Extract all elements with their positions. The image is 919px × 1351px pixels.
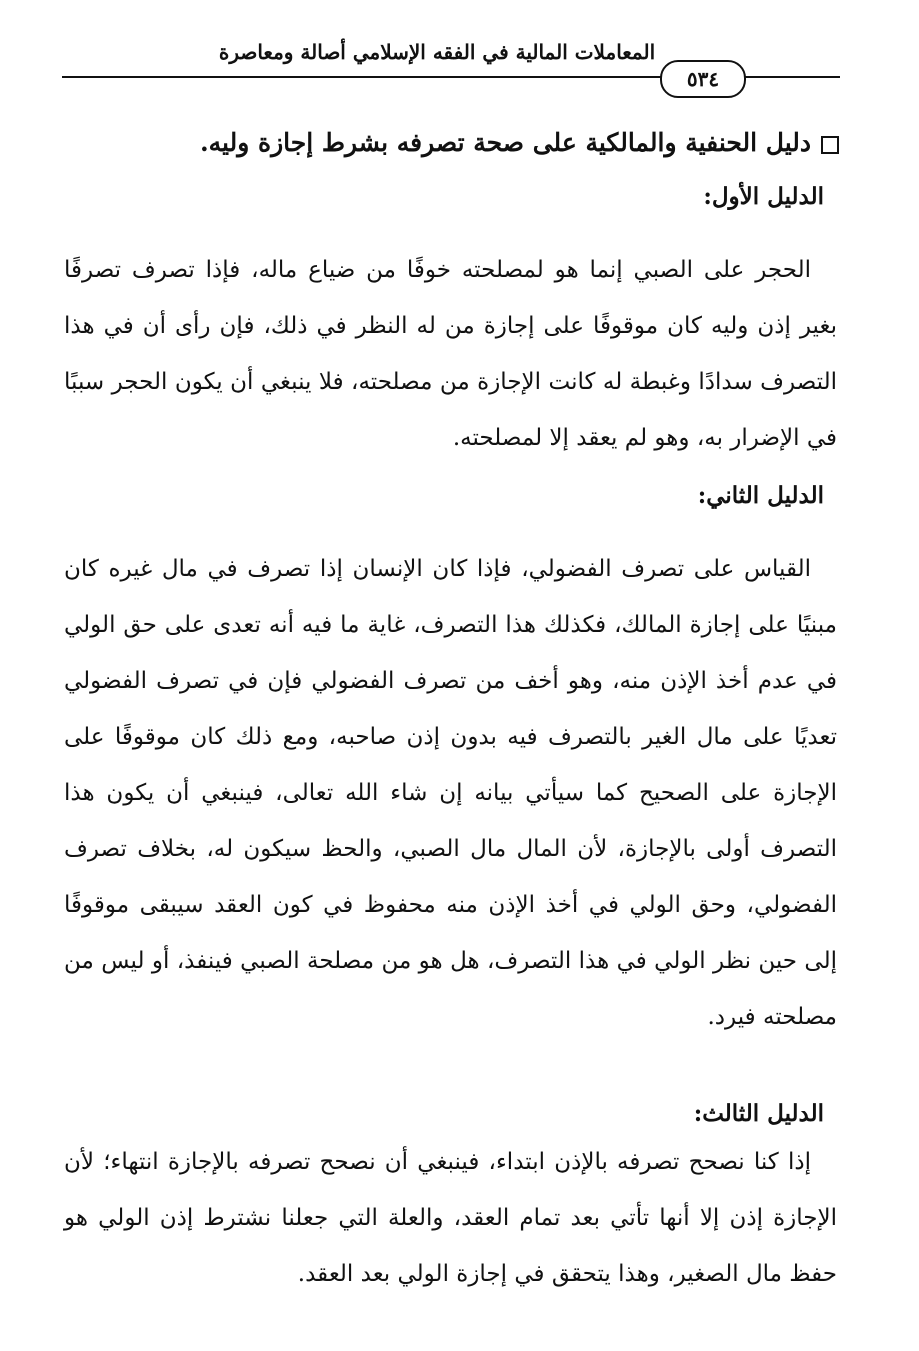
evidence-3-title: الدليل الثالث: (693, 1100, 824, 1127)
evidence-1-body: الحجر على الصبي إنما هو لمصلحته خوفًا من ضياع ماله، فإذا تصرف تصرفًا بغير إذن وليه كان موقوفًا على إجازة من له النظر في ذلك، فإن رأى أن في هذا التصرف سدادًا وغبطة له كانت الإجازة من مصلحته، فلا ينبغي أن يكون الحجر سببًا في الإضرار به، وهو لم يعقد إلا لمصلحته. (64, 257, 837, 451)
evidence-2-title: الدليل الثاني: (697, 482, 824, 509)
section-heading (139, 128, 839, 157)
evidence-3-body: إذا كنا نصحح تصرفه بالإذن ابتداء، فينبغي أن نصحح تصرفه بالإجازة انتهاء؛ لأن الإجازة إذن إلا أنها تأتي بعد تمام العقد، والعلة التي جعلنا نشترط إذن الولي هو حفظ مال الصغير، وهذا يتحقق في إجازة الولي بعد العقد. (64, 1149, 837, 1287)
evidence-1-title: الدليل الأول: (703, 183, 824, 210)
section-heading-text: دليل الحنفية والمالكية على صحة تصرفه بشرط إجازة وليه. (199, 128, 811, 157)
checkbox-icon (821, 136, 839, 154)
page-number: ٥٣٤ (660, 60, 746, 98)
evidence-2-body: القياس على تصرف الفضولي، فإذا كان الإنسان إذا تصرف في مال غيره كان مبنيًا على إجازة المالك، فكذلك هذا التصرف، غاية ما فيه أنه تعدى على حق الولي في عدم أخذ الإذن منه، وهو أخف من تصرف الفضولي فإن في تصرف الفضولي تعديًا على مال الغير بالتصرف فيه بدون إذن صاحبه، ومع ذلك كان موقوفًا على الإجازة على الصحيح كما سيأتي بيانه إن شاء الله تعالى، فينبغي أن يكون هذا التصرف أولى بالإجازة، لأن المال مال الصبي، والحظ سيكون له، بخلاف تصرف الفضولي، وحق الولي في أخذ الإذن منه محفوظ في كون العقد سيبقى موقوفًا إلى حين نظر الولي في هذا التصرف، هل هو من مصلحة الصبي فينفذ، أو ليس من مصلحته فيرد. (64, 556, 837, 1030)
running-head-title: المعاملات المالية في الفقه الإسلامي أصالة ومعاصرة (218, 40, 656, 64)
